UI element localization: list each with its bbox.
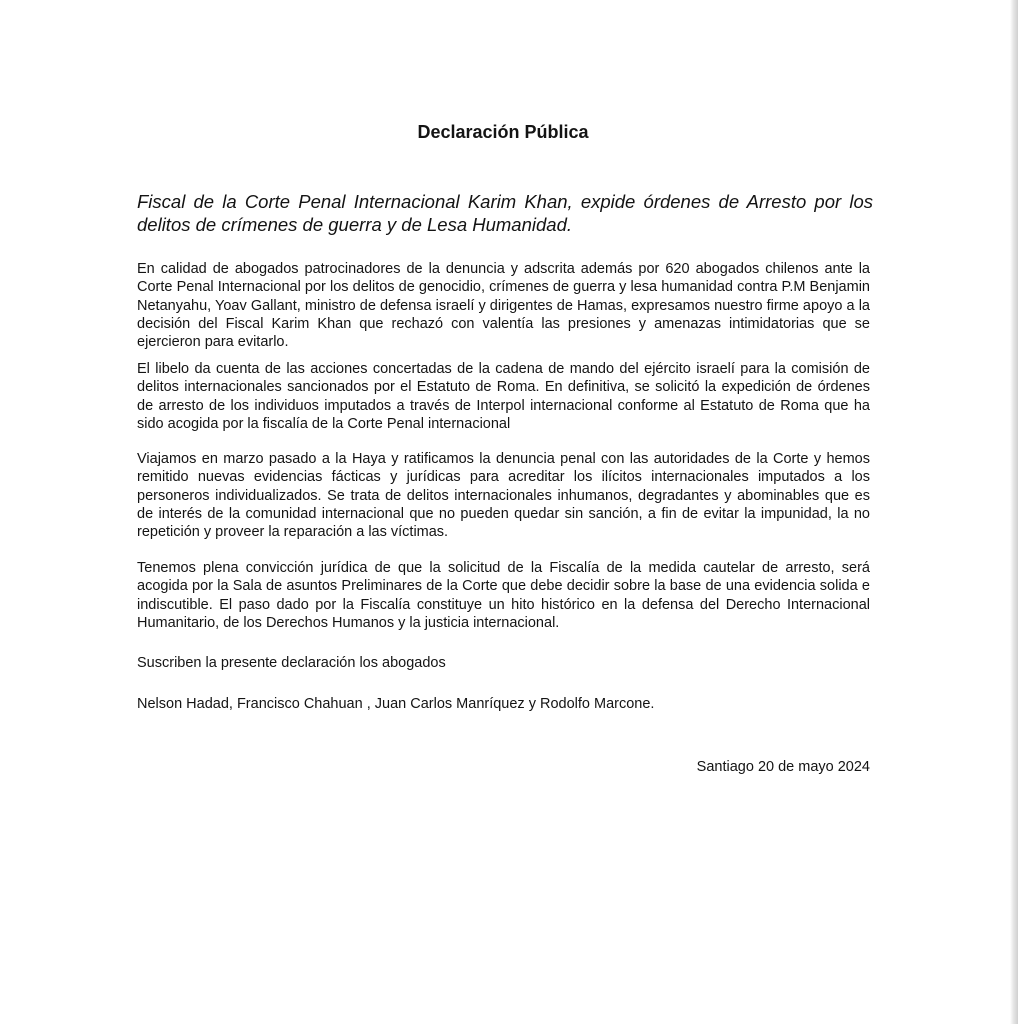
paragraph-intro: En calidad de abogados patrocinadores de la denuncia y adscrita además por 620 abogados chilenos ante la Corte Penal Internacional por los delitos de genocidio, crímenes de guerra y lesa humanidad contra P.M Benjamin Netanyahu, Yoav Gallant, ministro de defensa israelí y dirigentes de Hamas, expresamos nuestro firme apoyo a la decisión del Fiscal Karim Khan que rechazó con valentía las presiones y amenazas intimidatorias que se ejercieron para evitarlo. xyxy=(137,261,870,351)
place-date: Santiago 20 de mayo 2024 xyxy=(696,759,870,775)
document-subtitle: Fiscal de la Corte Penal Internacional Karim Khan, expide órdenes de Arresto por los delitos de crímenes de guerra y de Lesa Humanidad. xyxy=(137,191,873,235)
document-title: Declaración Pública xyxy=(417,122,589,142)
paragraph-libelo: El libelo da cuenta de las acciones concertadas de la cadena de mando del ejército israelí para la comisión de delitos internacionales sancionados por el Estatuto de Roma. En definitiva, se solicitó la expedición de órdenes de arresto de los individuos imputados a través de Interpol internacional conforme al Estatuto de Roma que ha sido acogida por la fiscalía de la Corte Penal internacional xyxy=(137,361,870,432)
paragraph-viaje: Viajamos en marzo pasado a la Haya y ratificamos la denuncia penal con las autoridades de la Corte y hemos remitido nuevas evidencias fácticas y jurídicas para acreditar los ilícitos internacionales imputados a los personeros individualizados. Se trata de delitos internacionales inhumanos, degradantes y abominables que es de interés de la comunidad internacional que no pueden quedar sin sanción, a fin de evitar la impunidad, la no repetición y proveer la reparación a las víctimas. xyxy=(137,451,870,541)
paragraph-conviccion: Tenemos plena convicción jurídica de que la solicitud de la Fiscalía de la medida cautelar de arresto, será acogida por la Sala de asuntos Preliminares de la Corte que debe decidir sobre la base de una evidencia solida e indiscutible. El paso dado por la Fiscalía constituye un hito histórico en la defensa del Derecho Internacional Humanitario, de los Derechos Humanos y la justicia internacional. xyxy=(137,560,870,631)
signatories-list: Nelson Hadad, Francisco Chahuan , Juan Carlos Manríquez y Rodolfo Marcone. xyxy=(137,696,655,712)
page-edge-shadow xyxy=(1010,0,1018,1024)
paragraph-suscriben: Suscriben la presente declaración los abogados xyxy=(137,655,446,671)
